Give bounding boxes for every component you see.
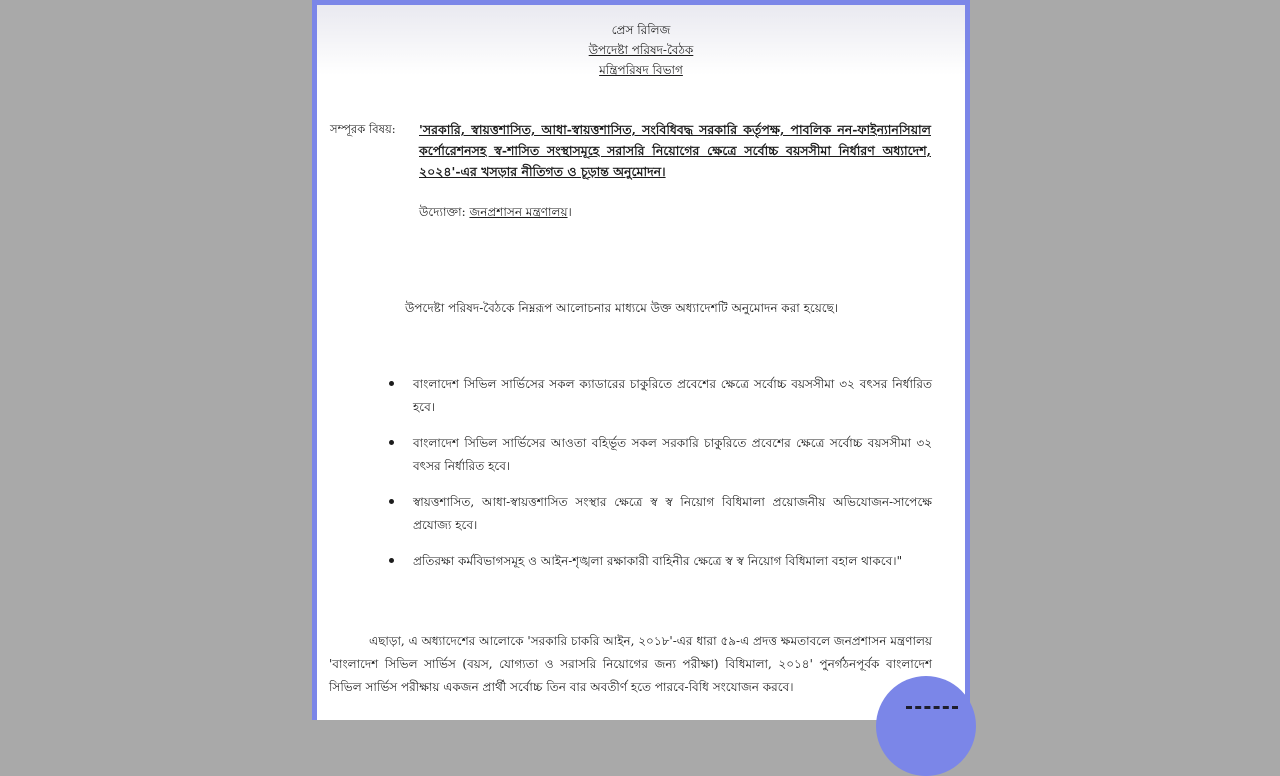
scan-icon	[906, 706, 958, 720]
bullet-icon	[389, 499, 394, 504]
header-press-release: প্রেস রিলিজ	[611, 23, 671, 37]
document-content	[317, 5, 965, 720]
bullet-icon	[389, 381, 394, 386]
decision-list	[387, 373, 932, 586]
initiator-line	[419, 204, 572, 224]
subject-label: সম্পূরক বিষয়:	[330, 122, 396, 136]
subject-text: 'সরকারি, স্বায়ত্তশাসিত, আধা-স্বায়ত্তশাসিত, সংবিধিবদ্ধ সরকারি কর্তৃপক্ষ, পাবলিক নন-ফাইন্যানসিয়াল কর্পোরেশনসহ স্ব-শাসিত সংস্থাসমূহে সরাসরি নিয়োগের ক্ষেত্রে সর্বোচ্চ বয়সসীমা নির্ধারণ অধ্যাদেশ, ২০২৪'-এর খসড়ার নীতিগত ও চূড়ান্ত অনুমোদন।	[419, 122, 931, 179]
list-item: বাংলাদেশ সিভিল সার্ভিসের সকল ক্যাডারের চাকুরিতে প্রবেশের ক্ষেত্রে সর্বোচ্চ বয়সসীমা ৩২ বৎসর নির্ধারিত হবে।	[387, 373, 932, 419]
document-page	[317, 5, 965, 720]
bullet-icon	[389, 558, 394, 563]
initiator-end: ।	[567, 205, 572, 219]
floating-action-button[interactable]	[876, 676, 976, 776]
header-cabinet-division: মন্ত্রিপরিষদ বিভাগ	[599, 63, 683, 77]
list-item: স্বায়ত্তশাসিত, আধা-স্বায়ত্তশাসিত সংস্থার ক্ষেত্রে স্ব স্ব নিয়োগ বিধিমালা প্রয়োজনীয় অভিযোজন-সাপেক্ষে প্রযোজ্য হবে।	[387, 491, 932, 537]
intro-paragraph: উপদেষ্টা পরিষদ-বৈঠকে নিম্নরূপ আলোচনার মাধ্যমে উক্ত অধ্যাদেশটি অনুমোদন করা হয়েছে।	[405, 301, 839, 315]
initiator-ministry: জনপ্রশাসন মন্ত্রণালয়	[469, 205, 568, 219]
initiator-label: উদ্যোক্তা:	[419, 205, 466, 219]
closing-paragraph: এছাড়া, এ অধ্যাদেশের আলোকে 'সরকারি চাকরি আইন, ২০১৮'-এর ধারা ৫৯-এ প্রদত্ত ক্ষমতাবলে জনপ্রশাসন মন্ত্রণালয় 'বাংলাদেশ সিভিল সার্ভিস (বয়স, যোগ্যতা ও সরাসরি নিয়োগের জন্য পরীক্ষা) বিধিমালা, ২০১৪' পুনর্গঠনপূর্বক বাংলাদেশ সিভিল সার্ভিস পরীক্ষায় একজন প্রার্থী সর্বোচ্চ তিন বার অবতীর্ণ হতে পারবে-বিধি সংযোজন করবে।	[329, 634, 932, 694]
document-frame	[312, 0, 970, 720]
bullet-icon	[389, 440, 394, 445]
list-item: প্রতিরক্ষা কর্মবিভাগসমূহ ও আইন-শৃঙ্খলা রক্ষাকারী বাহিনীর ক্ষেত্রে স্ব স্ব নিয়োগ বিধিমালা বহাল থাকবে।"	[387, 550, 932, 573]
header-advisory-council: উপদেষ্টা পরিষদ-বৈঠক	[588, 43, 694, 57]
document-header	[317, 20, 965, 80]
list-item: বাংলাদেশ সিভিল সার্ভিসের আওতা বহির্ভূত সকল সরকারি চাকুরিতে প্রবেশের ক্ষেত্রে সর্বোচ্চ বয়সসীমা ৩২ বৎসর নির্ধারিত হবে।	[387, 432, 932, 478]
